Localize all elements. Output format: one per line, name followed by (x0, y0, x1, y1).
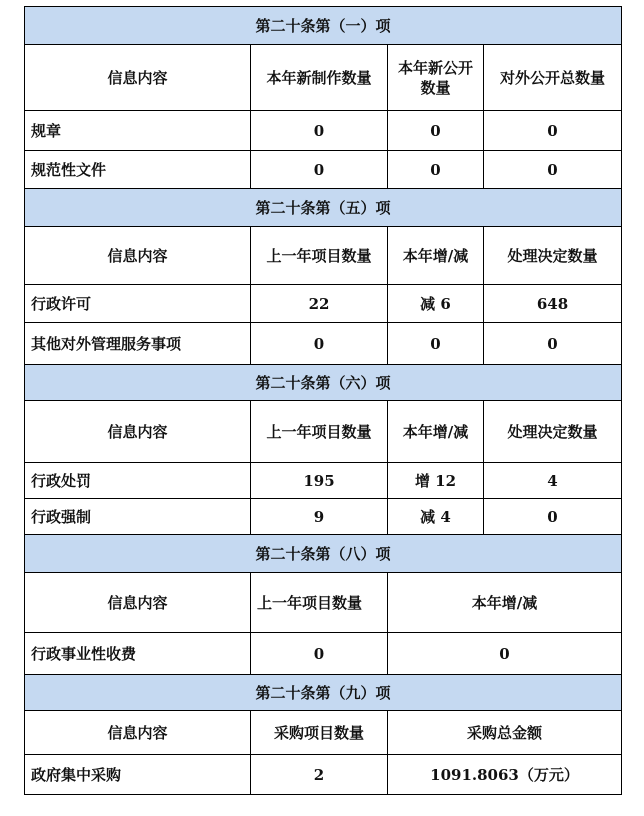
header-change: 本年增/减 (388, 227, 484, 285)
header-row (25, 45, 622, 111)
table-row (25, 111, 622, 151)
table-row (25, 755, 622, 795)
header-total-published-count: 对外公开总数量 (484, 45, 622, 111)
section-title: 第二十条第（五）项 (25, 189, 622, 227)
row-value: 减 6 (388, 285, 484, 323)
section-title-row (25, 675, 622, 711)
header-change: 本年增/减 (388, 401, 484, 463)
row-value: 0 (251, 151, 388, 189)
row-name: 行政处罚 (25, 463, 251, 499)
header-new-created-count: 本年新制作数量 (251, 45, 388, 111)
header-info-content: 信息内容 (25, 45, 251, 111)
header-purchase-count: 采购项目数量 (251, 711, 388, 755)
row-value: 0 (251, 323, 388, 365)
section-title-row (25, 535, 622, 573)
header-row (25, 401, 622, 463)
row-name: 行政事业性收费 (25, 633, 251, 675)
row-value: 0 (484, 111, 622, 151)
row-value: 0 (484, 323, 622, 365)
section-title: 第二十条第（一）项 (25, 7, 622, 45)
header-purchase-amount: 采购总金额 (388, 711, 622, 755)
header-info-content: 信息内容 (25, 573, 251, 633)
row-value: 195 (251, 463, 388, 499)
disclosure-table-sheet (24, 6, 621, 795)
row-value: 0 (251, 633, 388, 675)
section-title-row (25, 7, 622, 45)
header-decision-count: 处理决定数量 (484, 227, 622, 285)
row-value: 9 (251, 499, 388, 535)
row-name: 政府集中采购 (25, 755, 251, 795)
table-row (25, 285, 622, 323)
table-row (25, 463, 622, 499)
row-value: 0 (484, 499, 622, 535)
header-last-year-count: 上一年项目数量 (251, 401, 388, 463)
header-row (25, 227, 622, 285)
row-value: 0 (388, 151, 484, 189)
row-value: 减 4 (388, 499, 484, 535)
row-value: 0 (388, 633, 622, 675)
header-new-published-count: 本年新公开数量 (388, 45, 484, 111)
header-row (25, 711, 622, 755)
row-value: 1091.8063（万元） (388, 755, 622, 795)
section-title: 第二十条第（八）项 (25, 535, 622, 573)
row-value: 0 (388, 323, 484, 365)
row-name: 其他对外管理服务事项 (25, 323, 251, 365)
disclosure-table (24, 6, 622, 795)
table-row (25, 323, 622, 365)
table-row (25, 633, 622, 675)
row-value: 2 (251, 755, 388, 795)
header-change: 本年增/减 (388, 573, 622, 633)
row-value: 0 (388, 111, 484, 151)
row-value: 22 (251, 285, 388, 323)
row-value: 0 (484, 151, 622, 189)
section-title: 第二十条第（六）项 (25, 365, 622, 401)
row-name: 规范性文件 (25, 151, 251, 189)
row-name: 行政许可 (25, 285, 251, 323)
header-info-content: 信息内容 (25, 401, 251, 463)
header-info-content: 信息内容 (25, 711, 251, 755)
header-last-year-count: 上一年项目数量 (251, 227, 388, 285)
table-row (25, 151, 622, 189)
section-title: 第二十条第（九）项 (25, 675, 622, 711)
header-row (25, 573, 622, 633)
row-name: 规章 (25, 111, 251, 151)
header-last-year-count: 上一年项目数量 (251, 573, 388, 633)
row-value: 增 12 (388, 463, 484, 499)
row-value: 4 (484, 463, 622, 499)
row-value: 648 (484, 285, 622, 323)
row-value: 0 (251, 111, 388, 151)
section-title-row (25, 365, 622, 401)
header-decision-count: 处理决定数量 (484, 401, 622, 463)
table-row (25, 499, 622, 535)
header-info-content: 信息内容 (25, 227, 251, 285)
section-title-row (25, 189, 622, 227)
row-name: 行政强制 (25, 499, 251, 535)
